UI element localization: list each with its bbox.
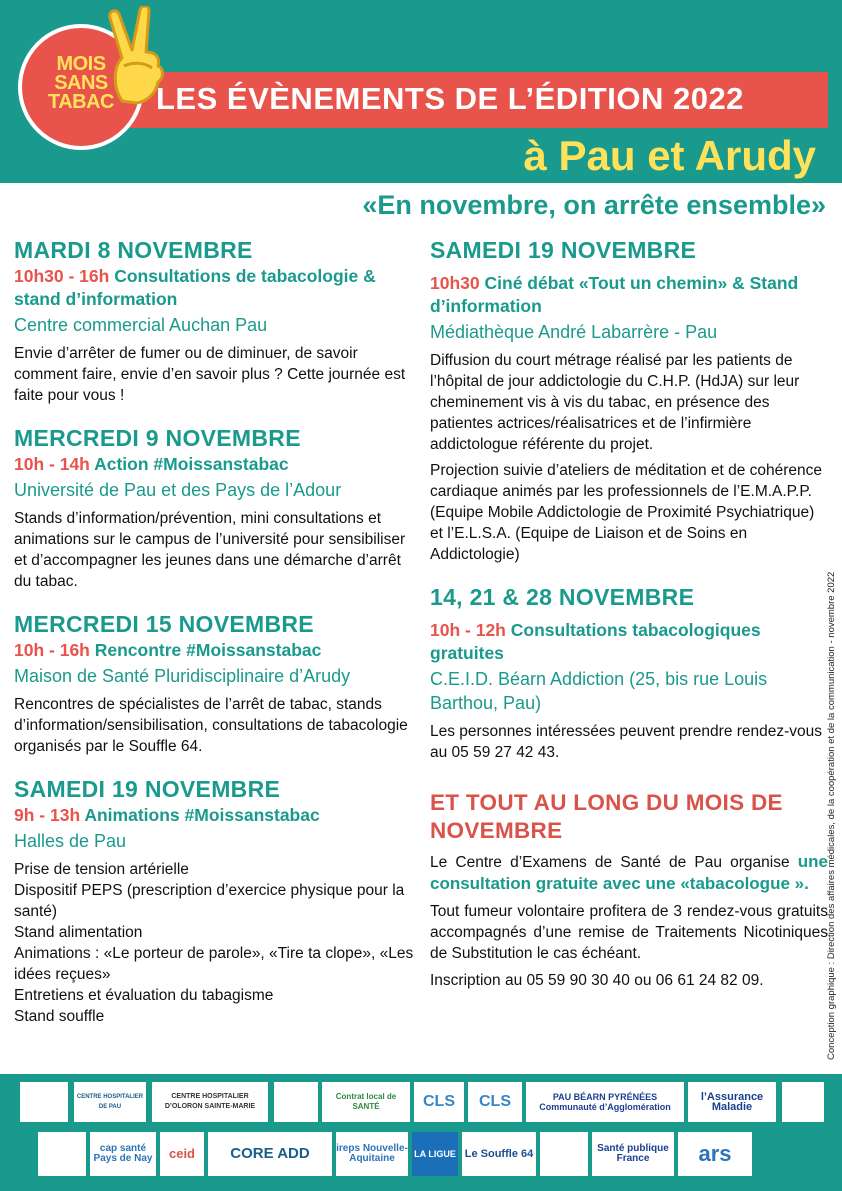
- event-place: C.E.I.D. Béarn Addiction (25, bis rue Louis Barthou, Pau): [430, 669, 768, 713]
- partner-logo: PAU BÉARN PYRÉNÉES Communauté d’Agglomération: [526, 1082, 684, 1122]
- event-time: 10h30 - 16h: [14, 266, 110, 286]
- slogan: «En novembre, on arrête ensemble»: [362, 190, 826, 220]
- logo-line: SANS: [54, 72, 108, 94]
- event-place: Halles de Pau: [14, 831, 127, 851]
- event-title: Animations #Moissanstabac: [84, 805, 320, 825]
- left-column: [14, 236, 414, 1045]
- city-title: à Pau et Arudy: [523, 132, 816, 179]
- partner-logo: ars: [678, 1132, 752, 1176]
- event-day: SAMEDI 19 NOVEMBRE: [430, 237, 697, 263]
- event-block: [430, 583, 828, 763]
- event-place: Maison de Santé Pluridisciplinaire d’Arudy: [14, 666, 351, 686]
- partner-logo: CLS: [468, 1082, 522, 1122]
- design-credit: Conception graphique : Direction des affaires médicales, de la coopération et de la communication - novembre 2022: [826, 571, 837, 1060]
- partners-footer: [0, 1074, 842, 1191]
- partner-logo: CORE ADD: [208, 1132, 332, 1176]
- list-item: Animations : «Le porteur de parole», «Tire ta clope», «Les idées reçues»: [14, 945, 414, 983]
- event-block: [14, 775, 414, 1027]
- event-place: Centre commercial Auchan Pau: [14, 315, 268, 335]
- partner-logo: CLS: [414, 1082, 464, 1122]
- partner-logo: Santé publique France: [592, 1132, 674, 1176]
- right-column: [430, 236, 828, 1009]
- partner-logo: [20, 1082, 68, 1122]
- list-item: Entretiens et évaluation du tabagisme: [14, 987, 274, 1004]
- logo-line: MOIS: [56, 53, 106, 75]
- partner-logo: cap santé Pays de Nay: [90, 1132, 156, 1176]
- partner-logo: Contrat local de SANTÉ: [322, 1082, 410, 1122]
- list-item: Dispositif PEPS (prescription d’exercice physique pour la santé): [14, 882, 405, 920]
- event-title: Consultations de tabacologie & stand d’information: [14, 266, 376, 309]
- event-time: 10h - 12h: [430, 620, 506, 640]
- partner-logo: [274, 1082, 318, 1122]
- partner-logo: [38, 1132, 86, 1176]
- event-title: Rencontre #Moissanstabac: [94, 640, 322, 660]
- event-block: [430, 236, 828, 565]
- partner-logo: CENTRE HOSPITALIER DE PAU: [74, 1082, 146, 1122]
- list-item: Stand alimentation: [14, 924, 143, 941]
- all-month-title: ET TOUT AU LONG DU MOIS DE NOVEMBRE: [430, 790, 783, 843]
- event-block: [14, 424, 414, 592]
- event-time: 10h - 16h: [14, 640, 90, 660]
- event-title: Ciné débat «Tout un chemin» & Stand d’information: [430, 273, 799, 316]
- partner-logo: l’Assurance Maladie: [688, 1082, 776, 1122]
- event-day: MERCREDI 15 NOVEMBRE: [14, 611, 314, 637]
- header-banner: [0, 0, 842, 183]
- title-band: [120, 72, 828, 128]
- list-item: Stand souffle: [14, 1008, 105, 1025]
- event-description: Projection suivie d’ateliers de méditation et de cohérence cardiaque animés par les professionnels de l’E.M.A.P.P. (Equipe Mobile Addictologie de Proximité Psychiatrique) et l’E.L.S.A. (Equipe de Liaison et de Soins en Addictologie): [430, 462, 823, 563]
- all-month-intro: Le Centre d’Examens de Santé de Pau organise: [430, 854, 790, 871]
- event-day: SAMEDI 19 NOVEMBRE: [14, 776, 281, 802]
- event-day: 14, 21 & 28 NOVEMBRE: [430, 584, 695, 610]
- partner-logo: LA LIGUE: [412, 1132, 458, 1176]
- event-day: MARDI 8 NOVEMBRE: [14, 237, 253, 263]
- list-item: Prise de tension artérielle: [14, 861, 189, 878]
- event-activity-list: [14, 859, 414, 1027]
- event-description: Rencontres de spécialistes de l’arrêt de tabac, stands d’information/sensibilisation, consultations de tabacologie organisés par le Souffle 64.: [14, 696, 408, 755]
- event-title: Consultations tabacologiques gratuites: [430, 620, 761, 663]
- event-place: Université de Pau et des Pays de l’Adour: [14, 480, 342, 500]
- partner-logo: CENTRE HOSPITALIER D’OLORON SAINTE-MARIE: [152, 1082, 268, 1122]
- event-block: [14, 610, 414, 757]
- event-time: 10h30: [430, 273, 480, 293]
- event-title: Action #Moissanstabac: [94, 454, 289, 474]
- partner-logo: [782, 1082, 824, 1122]
- event-day: MERCREDI 9 NOVEMBRE: [14, 425, 301, 451]
- logo-line: TABAC: [47, 91, 114, 113]
- event-description: Stands d’information/prévention, mini consultations et animations sur le campus de l’université pour sensibiliser et d’accompagner les jeunes dans une démarche d’arrêt du tabac.: [14, 510, 406, 590]
- event-description: Envie d’arrêter de fumer ou de diminuer, de savoir comment faire, envie d’en savoir plus ? Cette journée est faite pour vous !: [14, 345, 406, 404]
- page-title: LES ÉVÈNEMENTS DE L’ÉDITION 2022: [156, 81, 744, 116]
- all-month-body: Tout fumeur volontaire profitera de 3 rendez-vous gratuits accompagnés d’une remise de Traitements Nicotiniques de Substitution le cas échéant.: [430, 903, 828, 962]
- partner-logo: Le Souffle 64: [462, 1132, 536, 1176]
- all-month-contact: Inscription au 05 59 90 30 40 ou 06 61 24 82 09.: [430, 972, 764, 989]
- event-description: Les personnes intéressées peuvent prendre rendez-vous au 05 59 27 42 43.: [430, 723, 823, 761]
- event-block: [14, 236, 414, 406]
- partner-logo: [540, 1132, 588, 1176]
- victory-hand-icon: [102, 6, 172, 106]
- event-time: 10h - 14h: [14, 454, 90, 474]
- all-month-block: [430, 789, 828, 991]
- all-month-highlight: une consultation gratuite avec une «tabacologue ».: [430, 852, 829, 893]
- partner-logo: ceid: [160, 1132, 204, 1176]
- event-time: 9h - 13h: [14, 805, 81, 825]
- partner-logo: ireps Nouvelle-Aquitaine: [336, 1132, 408, 1176]
- event-place: Médiathèque André Labarrère - Pau: [430, 322, 718, 342]
- event-description: Diffusion du court métrage réalisé par les patients de l’hôpital de jour addictologie du C.H.P. (HdJA) sur leur cheminement vis à vis du tabac, en présence des patientes actrices/réalisatrices et de l’infirmière addictologue référente du projet.: [430, 352, 800, 453]
